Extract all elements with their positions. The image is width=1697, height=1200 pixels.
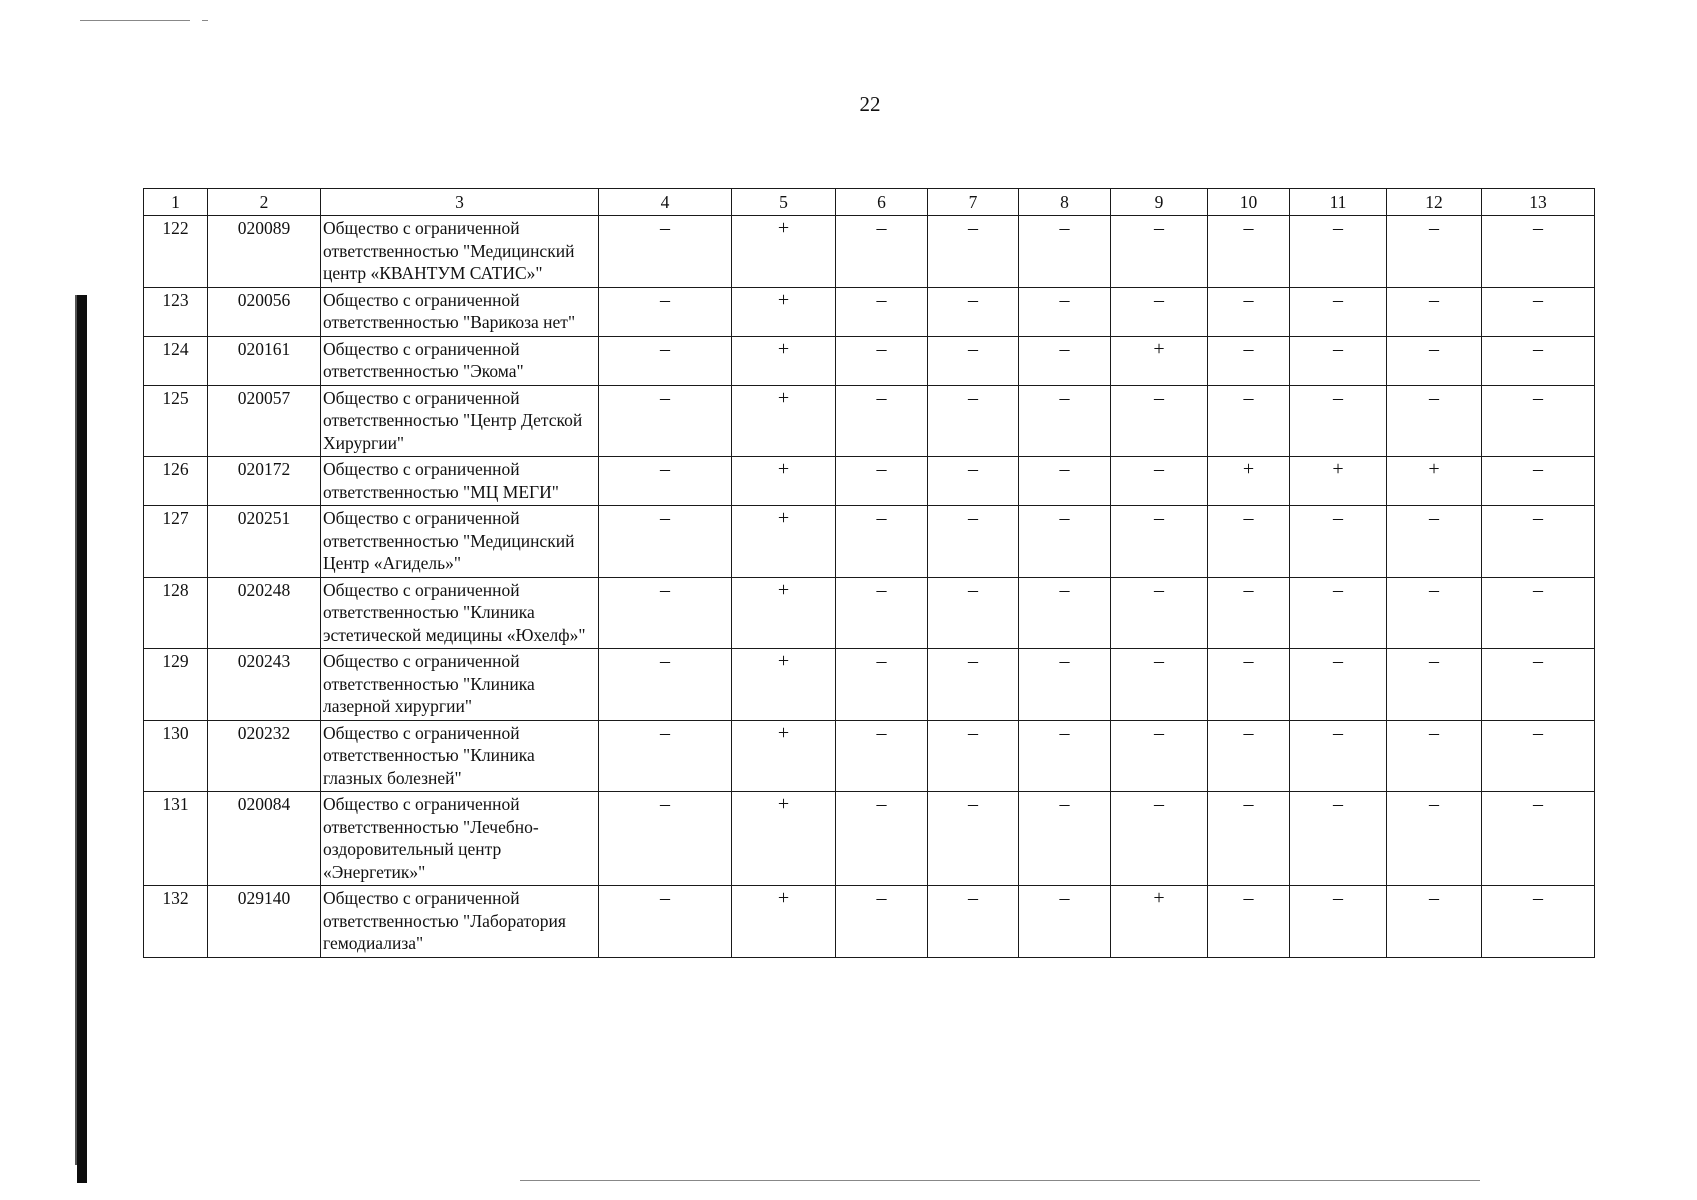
mark-cell: – <box>1019 457 1111 506</box>
row-number-cell: 129 <box>144 649 208 721</box>
mark-cell: – <box>1482 457 1595 506</box>
registry-code-cell: 020161 <box>208 336 321 385</box>
mark-cell: + <box>732 649 836 721</box>
table-row <box>144 886 1595 958</box>
mark-cell: – <box>836 506 928 578</box>
mark-cell: – <box>1208 720 1290 792</box>
mark-cell: – <box>1208 649 1290 721</box>
mark-cell: – <box>1482 506 1595 578</box>
mark-cell: – <box>1290 385 1387 457</box>
mark-cell: – <box>1290 287 1387 336</box>
registry-code-cell: 020056 <box>208 287 321 336</box>
column-header-4: 4 <box>599 189 732 216</box>
mark-cell: – <box>1111 506 1208 578</box>
mark-cell: – <box>1111 649 1208 721</box>
organization-name-cell: Общество с ограниченной ответственностью "Клиника эстетической медицины «Юхелф»" <box>321 577 599 649</box>
registry-code-cell: 020248 <box>208 577 321 649</box>
mark-cell: – <box>928 886 1019 958</box>
registry-code-cell: 020057 <box>208 385 321 457</box>
mark-cell: – <box>1387 720 1482 792</box>
table-row <box>144 385 1595 457</box>
mark-cell: – <box>599 287 732 336</box>
mark-cell: – <box>1290 577 1387 649</box>
row-number-cell: 130 <box>144 720 208 792</box>
registry-code-cell: 020251 <box>208 506 321 578</box>
mark-cell: – <box>1019 216 1111 288</box>
mark-cell: – <box>1482 216 1595 288</box>
mark-cell: – <box>928 216 1019 288</box>
mark-cell: – <box>1208 336 1290 385</box>
column-header-10: 10 <box>1208 189 1290 216</box>
scan-artifact-line <box>80 20 190 21</box>
mark-cell: – <box>599 216 732 288</box>
organization-name-cell: Общество с ограниченной ответственностью "Лаборатория гемодиализа" <box>321 886 599 958</box>
mark-cell: – <box>928 457 1019 506</box>
table-row <box>144 649 1595 721</box>
table-row <box>144 216 1595 288</box>
mark-cell: – <box>1019 720 1111 792</box>
mark-cell: + <box>1111 336 1208 385</box>
registry-code-cell: 029140 <box>208 886 321 958</box>
mark-cell: + <box>1387 457 1482 506</box>
row-number-cell: 124 <box>144 336 208 385</box>
mark-cell: – <box>599 649 732 721</box>
mark-cell: – <box>928 385 1019 457</box>
row-number-cell: 128 <box>144 577 208 649</box>
mark-cell: – <box>1290 649 1387 721</box>
organization-name-cell: Общество с ограниченной ответственностью "Клиника глазных болезней" <box>321 720 599 792</box>
mark-cell: – <box>836 720 928 792</box>
mark-cell: – <box>1387 216 1482 288</box>
page-number: 22 <box>859 92 881 116</box>
mark-cell: + <box>732 792 836 886</box>
mark-cell: – <box>1019 385 1111 457</box>
row-number-cell: 132 <box>144 886 208 958</box>
mark-cell: – <box>1482 649 1595 721</box>
table-row <box>144 577 1595 649</box>
mark-cell: – <box>1290 886 1387 958</box>
mark-cell: – <box>599 457 732 506</box>
mark-cell: – <box>1290 720 1387 792</box>
mark-cell: – <box>599 385 732 457</box>
mark-cell: – <box>836 792 928 886</box>
mark-cell: – <box>928 720 1019 792</box>
mark-cell: + <box>732 506 836 578</box>
organization-name-cell: Общество с ограниченной ответственностью "Лечебно-оздоровительный центр «Энергетик»" <box>321 792 599 886</box>
table-row <box>144 720 1595 792</box>
mark-cell: – <box>599 506 732 578</box>
organization-name-cell: Общество с ограниченной ответственностью "Медицинский центр «КВАНТУМ САТИС»" <box>321 216 599 288</box>
column-header-11: 11 <box>1290 189 1387 216</box>
organization-name-cell: Общество с ограниченной ответственностью "Центр Детской Хирургии" <box>321 385 599 457</box>
mark-cell: + <box>732 457 836 506</box>
mark-cell: – <box>928 287 1019 336</box>
scan-artifact-line <box>202 20 208 21</box>
mark-cell: – <box>928 649 1019 721</box>
column-header-7: 7 <box>928 189 1019 216</box>
table-row <box>144 287 1595 336</box>
mark-cell: – <box>1208 886 1290 958</box>
mark-cell: – <box>1111 577 1208 649</box>
registry-code-cell: 020084 <box>208 792 321 886</box>
mark-cell: – <box>1290 792 1387 886</box>
mark-cell: – <box>928 336 1019 385</box>
mark-cell: – <box>1482 886 1595 958</box>
mark-cell: – <box>1387 385 1482 457</box>
mark-cell: – <box>1290 336 1387 385</box>
mark-cell: – <box>1019 792 1111 886</box>
organization-name-cell: Общество с ограниченной ответственностью "Варикоза нет" <box>321 287 599 336</box>
mark-cell: – <box>1019 649 1111 721</box>
registry-table <box>143 188 1595 958</box>
mark-cell: – <box>836 457 928 506</box>
column-header-8: 8 <box>1019 189 1111 216</box>
mark-cell: – <box>836 336 928 385</box>
mark-cell: – <box>1208 385 1290 457</box>
column-header-12: 12 <box>1387 189 1482 216</box>
row-number-cell: 125 <box>144 385 208 457</box>
mark-cell: – <box>836 577 928 649</box>
registry-code-cell: 020089 <box>208 216 321 288</box>
mark-cell: – <box>1387 336 1482 385</box>
mark-cell: – <box>836 886 928 958</box>
mark-cell: – <box>1208 287 1290 336</box>
mark-cell: + <box>732 216 836 288</box>
mark-cell: – <box>1111 385 1208 457</box>
mark-cell: + <box>1208 457 1290 506</box>
column-header-9: 9 <box>1111 189 1208 216</box>
column-header-13: 13 <box>1482 189 1595 216</box>
mark-cell: – <box>1387 792 1482 886</box>
column-header-1: 1 <box>144 189 208 216</box>
mark-cell: – <box>1111 457 1208 506</box>
mark-cell: – <box>1482 577 1595 649</box>
mark-cell: – <box>928 792 1019 886</box>
row-number-cell: 126 <box>144 457 208 506</box>
table-row <box>144 792 1595 886</box>
mark-cell: + <box>732 720 836 792</box>
mark-cell: – <box>599 336 732 385</box>
organization-name-cell: Общество с ограниченной ответственностью "Клиника лазерной хирургии" <box>321 649 599 721</box>
mark-cell: – <box>1111 216 1208 288</box>
mark-cell: – <box>1019 577 1111 649</box>
mark-cell: – <box>1482 720 1595 792</box>
mark-cell: – <box>836 649 928 721</box>
scan-margin-bar <box>77 295 87 1183</box>
registry-code-cell: 020243 <box>208 649 321 721</box>
mark-cell: – <box>599 720 732 792</box>
table-row <box>144 506 1595 578</box>
mark-cell: – <box>836 216 928 288</box>
mark-cell: – <box>1387 577 1482 649</box>
mark-cell: – <box>1387 287 1482 336</box>
mark-cell: – <box>1208 216 1290 288</box>
mark-cell: – <box>1387 649 1482 721</box>
row-number-cell: 122 <box>144 216 208 288</box>
mark-cell: – <box>1111 287 1208 336</box>
mark-cell: – <box>1387 886 1482 958</box>
table-row <box>144 336 1595 385</box>
mark-cell: + <box>1290 457 1387 506</box>
mark-cell: – <box>1111 720 1208 792</box>
mark-cell: – <box>1290 506 1387 578</box>
mark-cell: + <box>732 385 836 457</box>
mark-cell: – <box>836 287 928 336</box>
mark-cell: – <box>1482 336 1595 385</box>
mark-cell: – <box>1208 792 1290 886</box>
mark-cell: – <box>1482 792 1595 886</box>
mark-cell: – <box>599 577 732 649</box>
row-number-cell: 131 <box>144 792 208 886</box>
table-row <box>144 457 1595 506</box>
mark-cell: + <box>1111 886 1208 958</box>
mark-cell: – <box>1482 385 1595 457</box>
mark-cell: – <box>1019 886 1111 958</box>
row-number-cell: 127 <box>144 506 208 578</box>
registry-code-cell: 020232 <box>208 720 321 792</box>
column-header-3: 3 <box>321 189 599 216</box>
mark-cell: + <box>732 886 836 958</box>
column-header-6: 6 <box>836 189 928 216</box>
mark-cell: + <box>732 336 836 385</box>
table-body <box>144 216 1595 958</box>
mark-cell: – <box>1290 216 1387 288</box>
column-header-2: 2 <box>208 189 321 216</box>
organization-name-cell: Общество с ограниченной ответственностью "Медицинский Центр «Агидель»" <box>321 506 599 578</box>
registry-code-cell: 020172 <box>208 457 321 506</box>
mark-cell: + <box>732 287 836 336</box>
scan-artifact-line <box>520 1180 1480 1181</box>
mark-cell: – <box>1208 577 1290 649</box>
organization-name-cell: Общество с ограниченной ответственностью "Экома" <box>321 336 599 385</box>
mark-cell: – <box>1019 506 1111 578</box>
mark-cell: – <box>599 792 732 886</box>
mark-cell: + <box>732 577 836 649</box>
organization-name-cell: Общество с ограниченной ответственностью "МЦ МЕГИ" <box>321 457 599 506</box>
mark-cell: – <box>1019 287 1111 336</box>
mark-cell: – <box>1208 506 1290 578</box>
header-row <box>144 189 1595 216</box>
mark-cell: – <box>928 506 1019 578</box>
mark-cell: – <box>836 385 928 457</box>
row-number-cell: 123 <box>144 287 208 336</box>
mark-cell: – <box>928 577 1019 649</box>
mark-cell: – <box>599 886 732 958</box>
mark-cell: – <box>1019 336 1111 385</box>
column-header-5: 5 <box>732 189 836 216</box>
mark-cell: – <box>1482 287 1595 336</box>
mark-cell: – <box>1387 506 1482 578</box>
mark-cell: – <box>1111 792 1208 886</box>
